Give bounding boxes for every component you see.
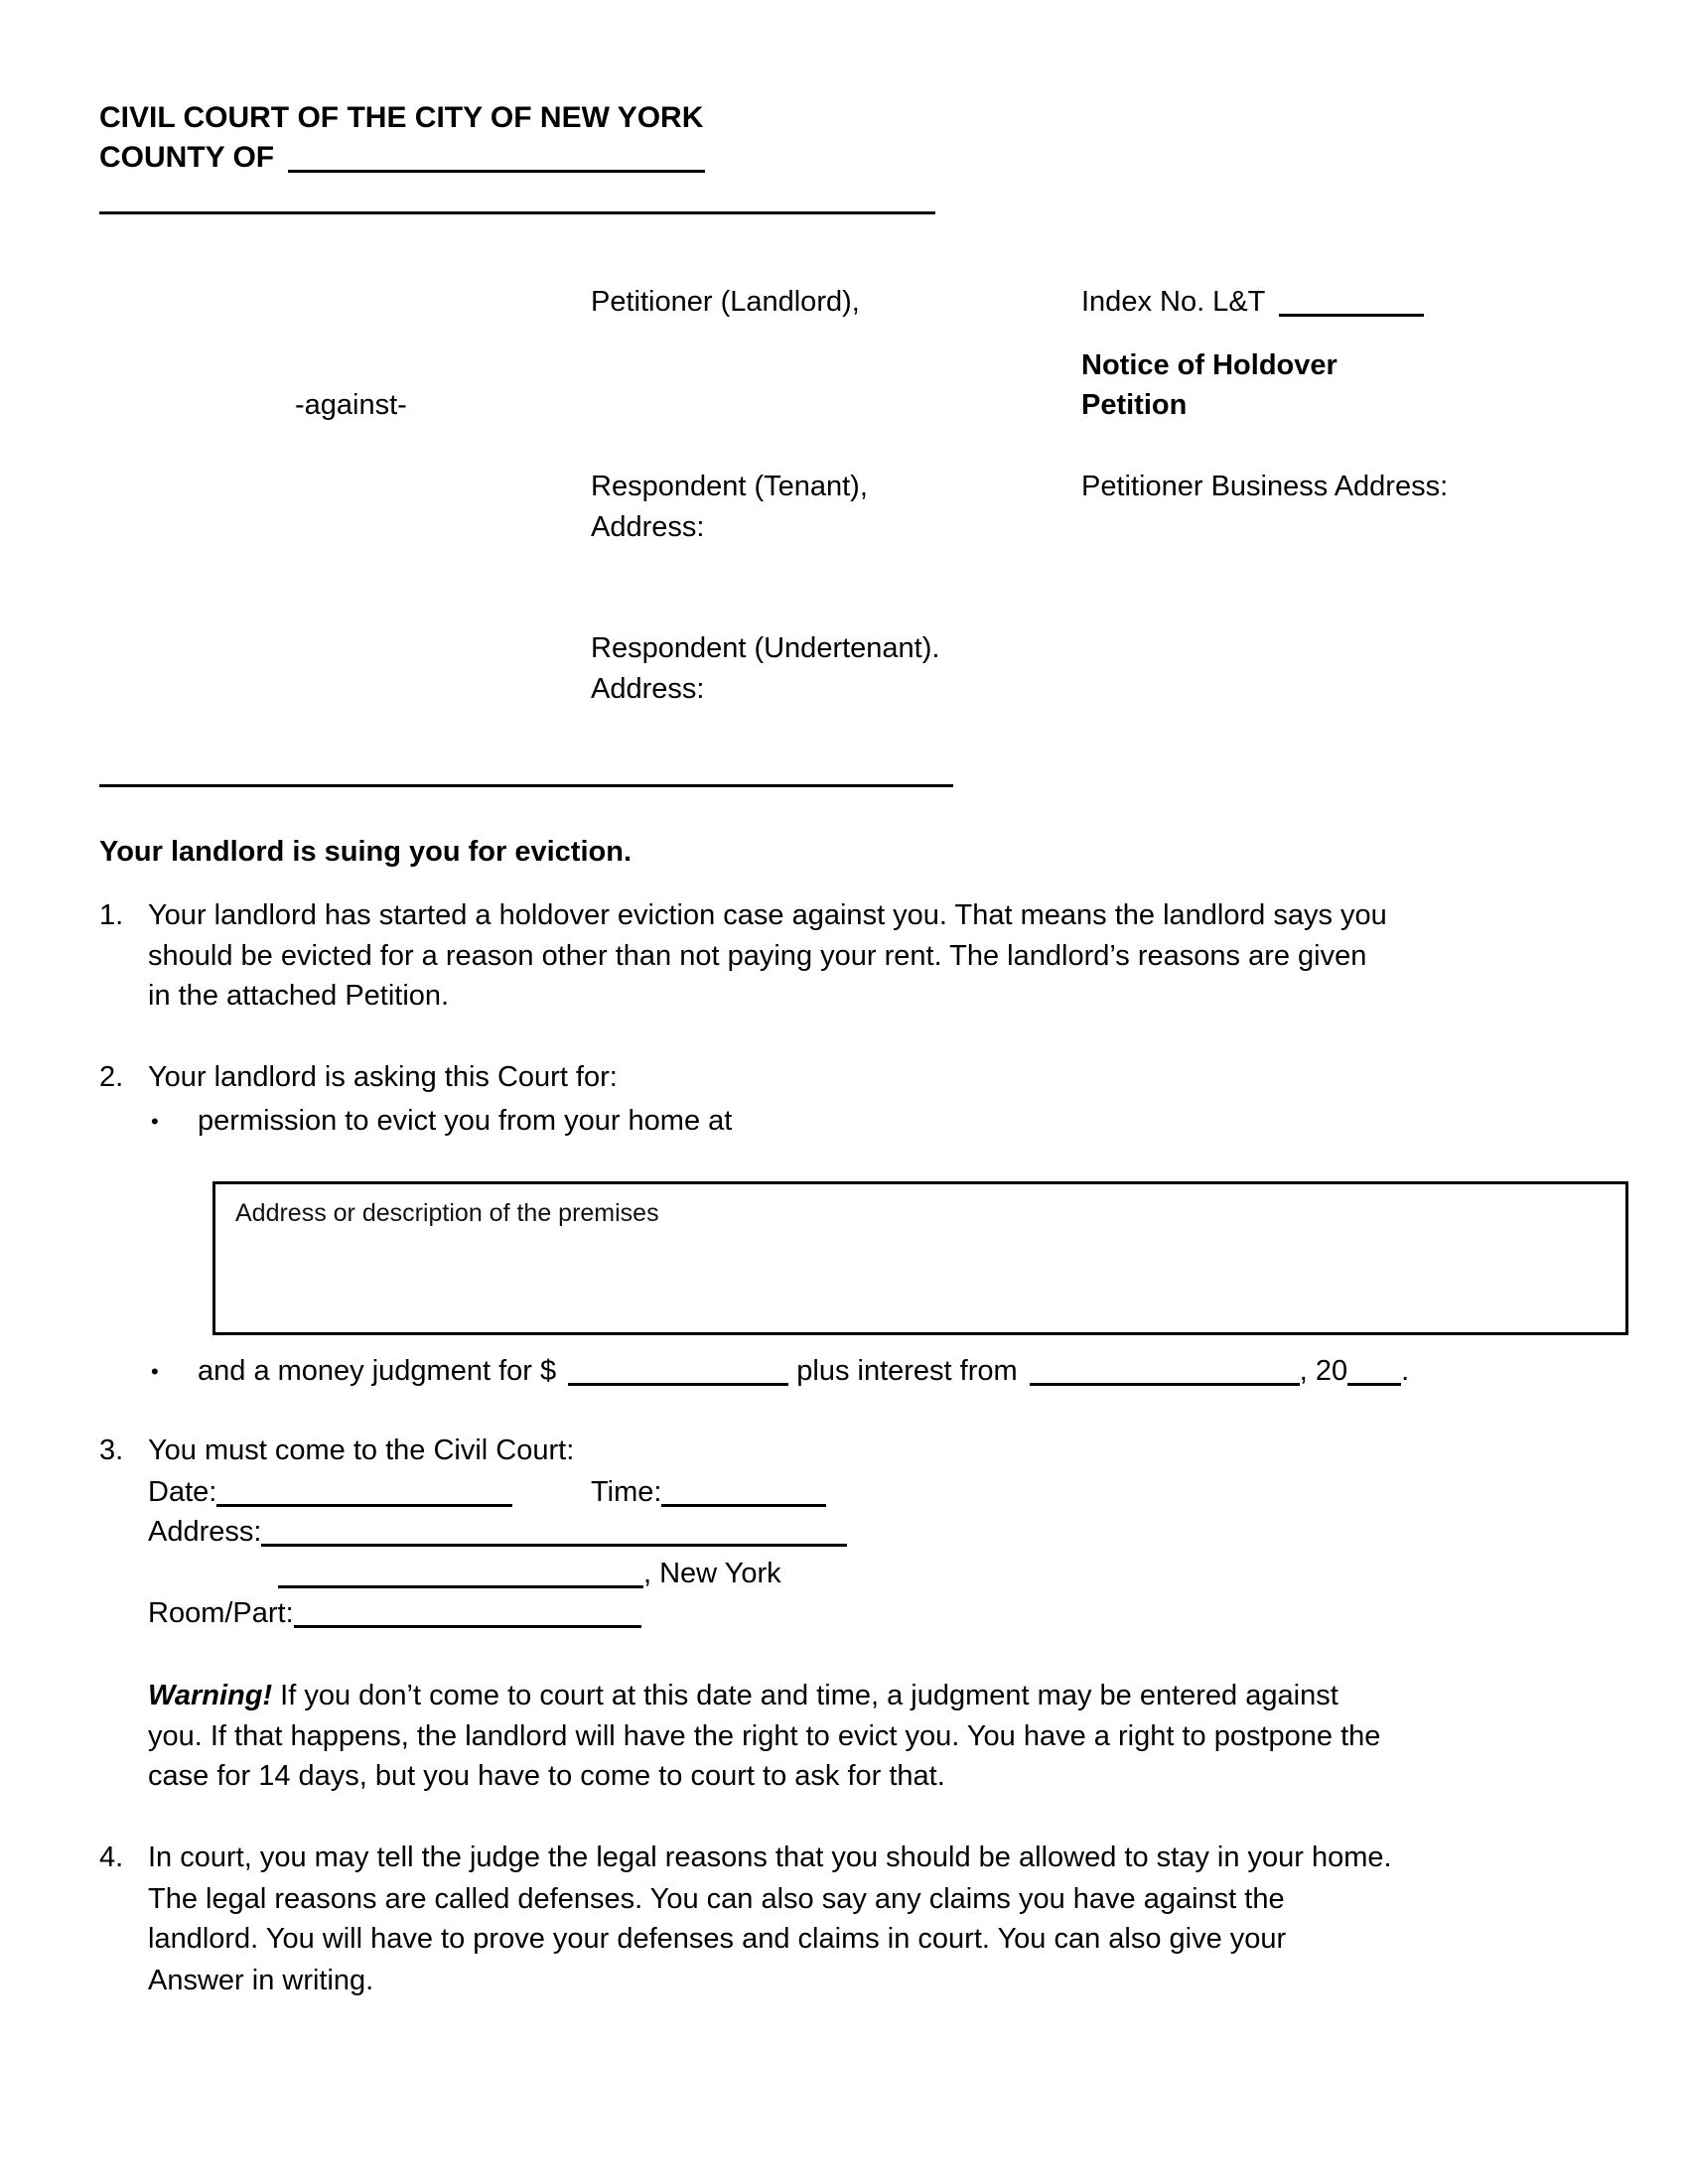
document-title-line1: Notice of Holdover — [1081, 349, 1337, 381]
item-3-number: 3. — [99, 1434, 124, 1466]
date-line — [148, 1472, 512, 1513]
respondent-tenant-label: Respondent (Tenant), — [591, 471, 868, 502]
item-2-number: 2. — [99, 1061, 124, 1093]
date-label: Date: — [148, 1476, 217, 1508]
index-number-field[interactable] — [1279, 284, 1424, 317]
interest-from-label: plus interest from — [796, 1355, 1018, 1387]
caption-top-rule — [99, 211, 935, 214]
premises-box-label: Address or description of the premises — [235, 1199, 659, 1227]
petitioner-business-address-label: Petitioner Business Address: — [1081, 471, 1449, 502]
county-label: COUNTY OF — [99, 141, 275, 174]
money-amount-field[interactable] — [568, 1353, 788, 1386]
city-field[interactable] — [278, 1556, 643, 1588]
respondent-undertenant-label: Respondent (Undertenant). — [591, 632, 940, 664]
respondent-tenant-address-label: Address: — [591, 511, 705, 543]
interest-year-field[interactable] — [1347, 1353, 1401, 1386]
document-title-line2: Petition — [1081, 389, 1188, 421]
item-4-line: The legal reasons are called defenses. You can also say any claims you have against the — [148, 1883, 1285, 1915]
address-label: Address: — [148, 1516, 262, 1548]
court-name: CIVIL COURT OF THE CITY OF NEW YORK — [99, 101, 704, 134]
petitioner-label: Petitioner (Landlord), — [591, 286, 860, 318]
bullet-icon: • — [151, 1109, 159, 1134]
warning-text: If you don’t come to court at this date and time, a judgment may be entered against — [272, 1680, 1338, 1711]
period: . — [1401, 1355, 1410, 1387]
address-line — [148, 1512, 847, 1553]
item-1-number: 1. — [99, 899, 124, 931]
warning-label: Warning! — [148, 1680, 273, 1711]
room-line — [148, 1593, 641, 1634]
interest-date-field[interactable] — [1030, 1353, 1300, 1386]
premises-address-box[interactable] — [212, 1181, 1628, 1335]
county-field[interactable] — [288, 140, 705, 173]
county-line — [99, 137, 705, 178]
index-number-line — [1081, 282, 1424, 323]
room-part-field[interactable] — [294, 1595, 641, 1628]
room-label: Room/Part: — [148, 1597, 294, 1629]
item-1-line: should be evicted for a reason other than not paying your rent. The landlord’s reasons are given — [148, 940, 1367, 972]
item-4-line: Answer in writing. — [148, 1965, 374, 1996]
year-prefix: , 20 — [1299, 1355, 1348, 1387]
item-2-bullet-1: permission to evict you from your home at — [198, 1105, 733, 1137]
city-line — [278, 1554, 781, 1594]
caption-bottom-rule — [99, 784, 953, 787]
time-field[interactable] — [661, 1474, 826, 1507]
respondent-undertenant-address-label: Address: — [591, 673, 705, 705]
court-address-field[interactable] — [261, 1514, 847, 1547]
section-heading: Your landlord is suing you for eviction. — [99, 836, 633, 868]
item-4-line: landlord. You will have to prove your defenses and claims in court. You can also give your — [148, 1923, 1287, 1955]
item-4-number: 4. — [99, 1842, 124, 1873]
item-4-line: In court, you may tell the judge the legal reasons that you should be allowed to stay in your home. — [148, 1842, 1392, 1873]
against-label: -against- — [295, 389, 407, 421]
item-2-intro: Your landlord is asking this Court for: — [148, 1061, 618, 1093]
item-3-intro: You must come to the Civil Court: — [148, 1434, 575, 1466]
bullet-icon: • — [151, 1359, 159, 1384]
warning-line — [148, 1676, 1338, 1716]
index-label: Index No. L&T — [1081, 286, 1265, 318]
item-1-line: in the attached Petition. — [148, 980, 450, 1012]
time-line — [591, 1472, 826, 1513]
money-judgment-label: and a money judgment for $ — [198, 1355, 557, 1387]
item-1-line: Your landlord has started a holdover eviction case against you. That means the landlord says you — [148, 899, 1387, 931]
date-field[interactable] — [216, 1474, 512, 1507]
warning-line: you. If that happens, the landlord will have the right to evict you. You have a right to postpone the — [148, 1720, 1381, 1752]
item-2-bullet-2 — [198, 1351, 1409, 1392]
city-suffix: , New York — [643, 1558, 781, 1589]
time-label: Time: — [591, 1476, 662, 1508]
warning-line: case for 14 days, but you have to come to court to ask for that. — [148, 1760, 945, 1792]
